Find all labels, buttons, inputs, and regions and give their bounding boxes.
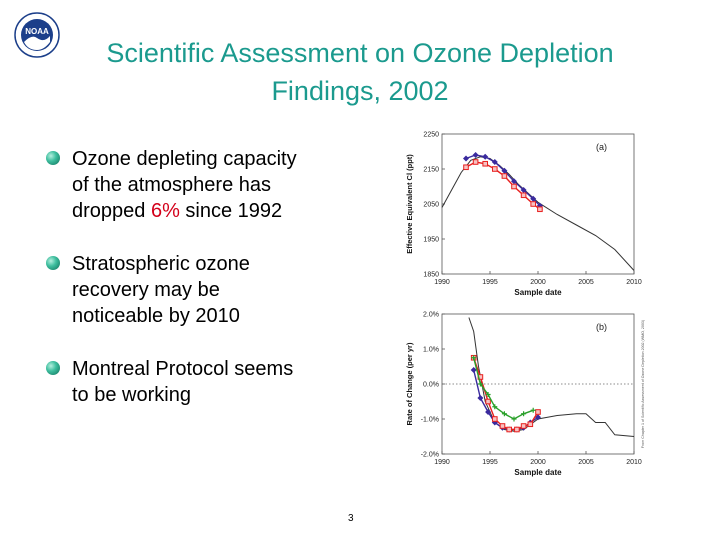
x-tick-label: 2010: [626, 279, 642, 286]
bullet-1-line-1: Ozone depleting capacity: [72, 148, 297, 170]
title-line-1: Scientific Assessment on Ozone Depletion: [106, 38, 614, 68]
y-axis-label: Effective Equivalent Cl (ppt): [405, 154, 414, 254]
data-point-red: [464, 165, 469, 170]
data-point-red: [507, 427, 512, 432]
x-tick-label: 2000: [530, 459, 546, 466]
bullet-dot-icon: [46, 256, 60, 270]
bullet-item-2: [46, 251, 366, 329]
data-point-red: [502, 174, 507, 179]
y-axis-label: Rate of Change (per yr): [405, 342, 414, 426]
bullet-3-line-1: Montreal Protocol seems: [72, 358, 294, 380]
panel-label: (b): [596, 322, 607, 332]
data-point-green: [512, 417, 517, 422]
x-tick-label: 1995: [482, 459, 498, 466]
y-tick-label: -2.0%: [420, 451, 439, 459]
x-axis-label: Sample date: [514, 468, 562, 477]
y-tick-label: 2.0%: [423, 311, 439, 319]
y-tick-label: 0.0%: [423, 381, 439, 389]
data-point-red: [486, 399, 491, 404]
data-point-red: [531, 202, 536, 207]
bullet-2-line-3: noticeable by 2010: [72, 305, 240, 327]
bullet-2-line-2: recovery may be: [72, 279, 220, 301]
data-point-blue: [463, 156, 469, 162]
x-tick-label: 1995: [482, 279, 498, 286]
data-point-red: [515, 427, 520, 432]
data-point-red: [521, 424, 526, 429]
y-tick-label: 2150: [423, 166, 439, 174]
data-point-red: [483, 161, 488, 166]
charts-area: [398, 126, 658, 481]
page-title: [40, 34, 680, 110]
data-point-red: [536, 410, 541, 415]
x-tick-label: 2000: [530, 279, 546, 286]
series-line-blue: [474, 370, 538, 430]
data-point-red: [493, 417, 498, 422]
bullet-item-3: [46, 356, 366, 408]
bullet-2-line-1: Stratospheric ozone: [72, 253, 250, 275]
data-point-blue: [477, 395, 483, 401]
chart-b: [398, 306, 658, 481]
bullet-1-highlight: 6%: [150, 200, 180, 222]
bullet-3-line-2: to be working: [72, 384, 191, 406]
bullet-item-1: [46, 146, 366, 224]
bullet-list: [46, 146, 366, 435]
y-tick-label: 2250: [423, 131, 439, 139]
data-point-red: [512, 184, 517, 189]
page-number: 3: [348, 513, 354, 524]
y-tick-label: 1.0%: [423, 346, 439, 354]
logo-text: NOAA: [25, 27, 49, 36]
bullet-1-line-2: of the atmosphere has: [72, 174, 272, 196]
bullet-1-pre: dropped: [72, 200, 151, 222]
bullet-1-post: since 1992: [179, 200, 283, 222]
data-point-red: [538, 207, 543, 212]
bullet-1-line-3: [72, 198, 366, 224]
x-tick-label: 1990: [434, 459, 450, 466]
y-tick-label: -1.0%: [420, 416, 439, 424]
bullet-dot-icon: [46, 151, 60, 165]
panel-label: (a): [596, 142, 607, 152]
x-tick-label: 2005: [578, 279, 594, 286]
data-point-red: [473, 160, 478, 165]
x-tick-label: 1990: [434, 279, 450, 286]
data-point-blue: [473, 152, 479, 158]
data-point-red: [500, 424, 505, 429]
chart-a: [398, 126, 658, 301]
data-point-red: [528, 422, 533, 427]
x-tick-label: 2010: [626, 459, 642, 466]
y-tick-label: 2050: [423, 201, 439, 209]
x-tick-label: 2005: [578, 459, 594, 466]
bullet-dot-icon: [46, 361, 60, 375]
series-line-projection: [442, 157, 634, 271]
y-tick-label: 1950: [423, 236, 439, 244]
title-line-2: Findings, 2002: [271, 76, 449, 106]
data-point-red: [521, 193, 526, 198]
side-note: From Chapter 1 of Scientific Assessment of Ozone Depletion 2002 (WMO, 2003): [641, 319, 645, 449]
y-tick-label: 1850: [423, 271, 439, 279]
data-point-blue: [482, 154, 488, 160]
x-axis-label: Sample date: [514, 288, 562, 297]
data-point-red: [493, 167, 498, 172]
data-point-green: [531, 408, 536, 413]
